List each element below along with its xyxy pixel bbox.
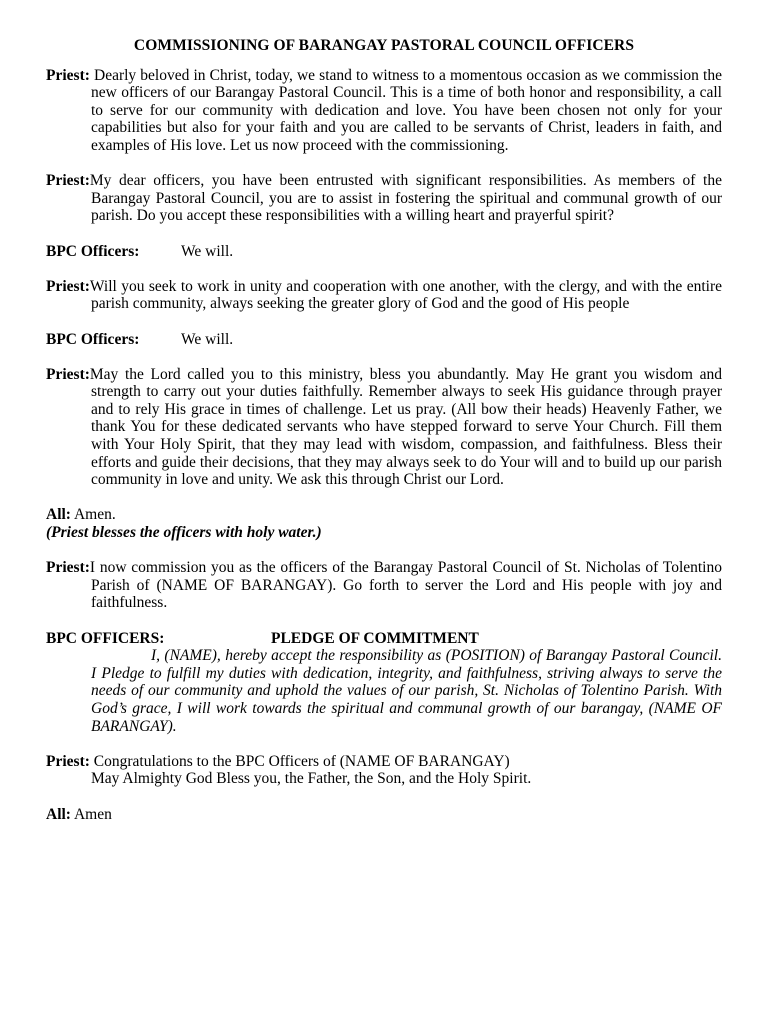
speaker-label: Priest: (46, 277, 90, 295)
speaker-label: Priest: (46, 559, 90, 577)
priest-commissioning (46, 559, 722, 612)
response-text: We will. (181, 330, 234, 348)
response-text: We will. (181, 242, 234, 260)
spacer (46, 612, 722, 630)
paragraph-text: I now commission you as the officers of the Barangay Pastoral Council of St. Nicholas of Tolentino Parish of (NAME OF BARANGAY). Go forth to server the Lord and His people with joy and faithfulness. (89, 559, 722, 612)
document-title: COMMISSIONING OF BARANGAY PASTORAL COUNCIL OFFICERS (133, 37, 635, 54)
speaker-label: Priest: (46, 66, 90, 84)
pledge-header (46, 630, 722, 648)
rubric-instruction: (Priest blesses the officers with holy water.) (46, 524, 322, 542)
all-response-amen (46, 506, 722, 524)
spacer (46, 542, 722, 560)
priest-opening-paragraph (46, 67, 722, 155)
speaker-label: BPC Officers: (46, 330, 140, 348)
speaker-label: All: (46, 805, 71, 823)
officers-response-1 (46, 243, 722, 261)
priest-question-unity (46, 278, 722, 313)
spacer (46, 225, 722, 243)
pledge-title: PLEDGE OF COMMITMENT (271, 629, 479, 647)
officers-response-2 (46, 331, 722, 349)
spacer (46, 788, 722, 806)
response-text: Amen. (70, 506, 116, 524)
paragraph-text: Congratulations to the BPC Officers of (NAME OF BARANGAY) (89, 752, 510, 770)
priest-congratulations (46, 753, 722, 771)
response-text: Amen (70, 805, 112, 823)
speaker-label: Priest: (46, 172, 90, 190)
spacer (46, 313, 722, 331)
spacer (46, 155, 722, 173)
pledge-text: I, (NAME), hereby accept the responsibility as (POSITION) of Barangay Pastoral Council. I Pledge to fulfill my duties with dedication, integrity, and faithfulness, striving always to serve the needs of our community and uphold the values of our parish, St. Nicholas of Tolentino Parish. With God’s grace, I will work towards the spiritual and communal growth of our barangay, (NAME OF BARANGAY). (91, 647, 722, 735)
paragraph-text: Will you seek to work in unity and cooperation with one another, with the clergy, and with the entire parish community, always seeking the greater glory of God and the good of His people (89, 277, 722, 313)
speaker-label: Priest: (46, 365, 90, 383)
spacer (46, 489, 722, 507)
paragraph-text: May the Lord called you to this ministry, bless you abundantly. May He grant you wisdom and strength to carry out your duties faithfully. Remember always to seek His guidance through prayer and to rely His grace in times of challenge. Let us pray. (All bow their heads) Heavenly Father, we thank You for these dedicated servants who have stepped forward to serve Your Church. Fill them with Your Holy Spirit, that they may lead with wisdom, compassion, and faithfulness. Bless their efforts and guide their decisions, that they may always seek to do Your will and to build up our parish community in love and unity. We ask this through Christ our Lord. (89, 365, 722, 489)
all-final-amen (46, 806, 722, 824)
paragraph-text: My dear officers, you have been entrusted with significant responsibilities. As members of the Barangay Pastoral Council, you are to assist in fostering the spiritual and communal growth of our parish. Do you accept these responsibilities with a willing heart and prayerful spirit? (89, 172, 722, 225)
speaker-label: Priest: (46, 752, 90, 770)
blessing-line: May Almighty God Bless you, the Father, the Son, and the Holy Spirit. (91, 770, 532, 788)
speaker-label: All: (46, 506, 71, 524)
speaker-label: BPC Officers: (46, 242, 140, 260)
speaker-label: BPC OFFICERS: (46, 629, 165, 647)
spacer (46, 260, 722, 278)
priest-blessing-prayer (46, 366, 722, 489)
spacer (46, 735, 722, 753)
priest-question-responsibilities (46, 172, 722, 225)
paragraph-text: Dearly beloved in Christ, today, we stand to witness to a momentous occasion as we commission the new officers of our Barangay Pastoral Council. This is a time of both honor and responsibility, a call to serve for our community with dedication and love. You have been chosen not only for your capabilities but also for your faith and you are called to be servants of Christ, leaders in faith, and examples of His love. Let us now proceed with the commissioning. (89, 66, 722, 154)
spacer (46, 348, 722, 366)
